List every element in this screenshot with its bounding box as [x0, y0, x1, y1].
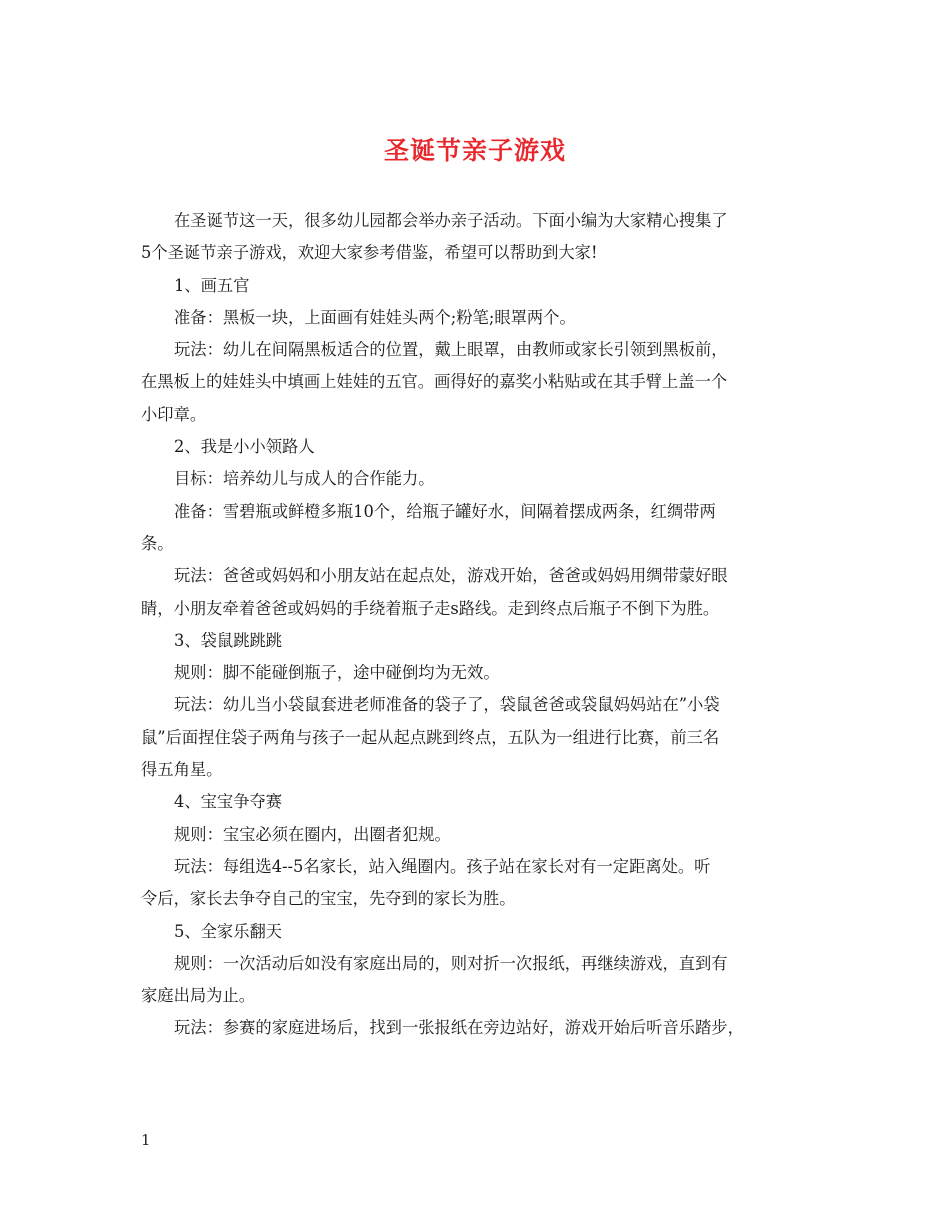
text-line: 规则：一次活动后如没有家庭出局的，则对折一次报纸，再继续游戏，直到有 — [174, 953, 728, 973]
text-line: 鼠”后面捏住袋子两角与孩子一起从起点跳到终点，五队为一组进行比赛，前三名 — [141, 727, 720, 747]
text-line: 小印章。 — [141, 404, 207, 424]
text-line: 准备：黑板一块，上面画有娃娃头两个;粉笔;眼罩两个。 — [174, 307, 576, 327]
text-line: 规则：脚不能碰倒瓶子，途中碰倒均为无效。 — [174, 663, 500, 683]
page-number: 1 — [141, 1131, 151, 1149]
text-line: 3、袋鼠跳跳跳 — [174, 630, 283, 650]
text-line: 目标：培养幼儿与成人的合作能力。 — [174, 469, 435, 489]
text-line: 条。 — [141, 533, 174, 553]
text-line: 睛，小朋友牵着爸爸或妈妈的手绕着瓶子走s路线。走到终点后瓶子不倒下为胜。 — [141, 598, 720, 618]
text-line: 在黑板上的娃娃头中填画上娃娃的五官。画得好的嘉奖小粘贴或在其手臂上盖一个 — [141, 372, 728, 392]
document-body — [141, 205, 813, 1045]
text-line: 得五角星。 — [141, 760, 223, 780]
text-line: 1、画五官 — [174, 275, 250, 295]
text-line: 5个圣诞节亲子游戏，欢迎大家参考借鉴，希望可以帮助到大家! — [141, 243, 598, 263]
text-line: 准备：雪碧瓶或鲜橙多瓶10个，给瓶子罐好水，间隔着摆成两条，红绸带两 — [174, 501, 716, 521]
text-line: 5、全家乐翻天 — [174, 921, 283, 941]
text-line: 玩法：幼儿当小袋鼠套进老师准备的袋子了，袋鼠爸爸或袋鼠妈妈站在”小袋 — [174, 695, 720, 715]
text-line: 2、我是小小领路人 — [174, 437, 315, 457]
document-title: 圣诞节亲子游戏 — [383, 136, 566, 165]
text-line: 4、宝宝争夺赛 — [174, 792, 283, 812]
text-line: 在圣诞节这一天，很多幼儿园都会举办亲子活动。下面小编为大家精心搜集了 — [174, 211, 728, 230]
text-line: 家庭出局为止。 — [141, 986, 255, 1006]
text-line: 规则：宝宝必须在圈内，出圈者犯规。 — [174, 824, 451, 844]
text-line: 玩法：爸爸或妈妈和小朋友站在起点处，游戏开始，爸爸或妈妈用绸带蒙好眼 — [174, 566, 728, 586]
text-line: 玩法：幼儿在间隔黑板适合的位置，戴上眼罩，由教师或家长引领到黑板前， — [174, 340, 728, 360]
text-line: 玩法：参赛的家庭进场后，找到一张报纸在旁边站好，游戏开始后听音乐踏步， — [174, 1018, 744, 1038]
text-line: 玩法：每组选4--5名家长，站入绳圈内。孩子站在家长对有一定距离处。听 — [174, 856, 711, 876]
text-line: 令后，家长去争夺自己的宝宝，先夺到的家长为胜。 — [141, 889, 516, 909]
